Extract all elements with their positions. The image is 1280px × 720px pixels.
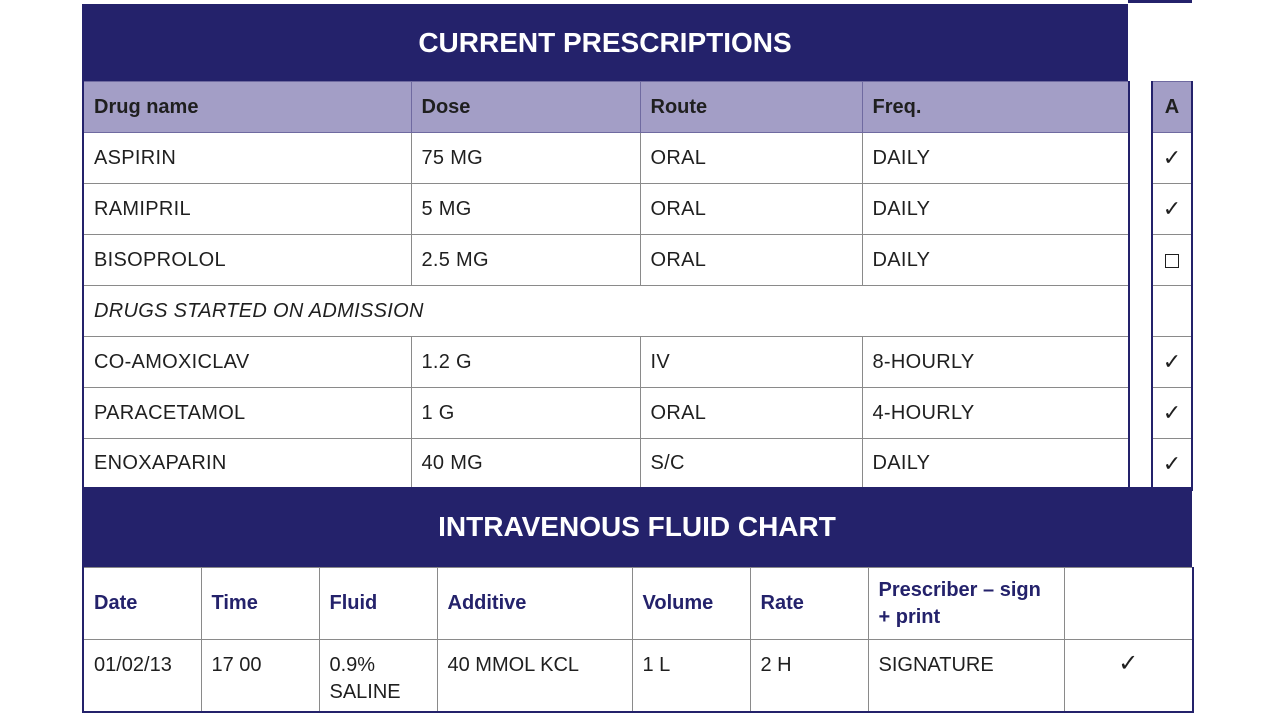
col-time: Time: [201, 568, 319, 640]
drug-route: ORAL: [640, 388, 862, 439]
table-row: [83, 133, 1129, 184]
drug-route: ORAL: [640, 133, 862, 184]
drug-freq: DAILY: [862, 439, 1129, 490]
table-row: [83, 640, 1193, 712]
drug-dose: 1 G: [411, 388, 640, 439]
drug-dose: 75 MG: [411, 133, 640, 184]
fluid-date: 01/02/13: [83, 640, 201, 712]
drug-name: ENOXAPARIN: [83, 439, 411, 490]
drug-freq: DAILY: [862, 133, 1129, 184]
check-icon[interactable]: ✓: [1064, 640, 1193, 712]
col-rate: Rate: [750, 568, 868, 640]
section-label: DRUGS STARTED ON ADMISSION: [83, 286, 1129, 337]
drug-name: CO-AMOXICLAV: [83, 337, 411, 388]
fluid-chart-title-text: INTRAVENOUS FLUID CHART: [438, 511, 836, 542]
table-row: [83, 388, 1129, 439]
fluid-volume: 1 L: [632, 640, 750, 712]
fluid-prescriber: SIGNATURE: [868, 640, 1064, 712]
table-row: [83, 184, 1129, 235]
check-icon[interactable]: ✓: [1152, 439, 1192, 490]
col-prescriber: Prescriber – sign + print: [868, 568, 1064, 640]
table-row: [83, 337, 1129, 388]
col-freq: Freq.: [862, 82, 1129, 133]
drug-name: ASPIRIN: [83, 133, 411, 184]
check-icon[interactable]: ✓: [1152, 184, 1192, 235]
prescriptions-title: [82, 4, 1128, 81]
administered-header: A: [1152, 82, 1192, 133]
drug-freq: 4-HOURLY: [862, 388, 1129, 439]
check-icon[interactable]: ✓: [1152, 388, 1192, 439]
col-additive: Additive: [437, 568, 632, 640]
fluid-chart-title: [82, 487, 1192, 567]
drug-dose: 2.5 MG: [411, 235, 640, 286]
col-volume: Volume: [632, 568, 750, 640]
fluid-header-row: [83, 568, 1193, 640]
col-dose: Dose: [411, 82, 640, 133]
drug-route: ORAL: [640, 184, 862, 235]
check-icon[interactable]: ✓: [1152, 337, 1192, 388]
drug-freq: DAILY: [862, 235, 1129, 286]
prescriptions-header-row: [83, 82, 1129, 133]
checkbox-icon[interactable]: [1152, 235, 1192, 286]
empty-box-icon[interactable]: [1165, 254, 1179, 268]
drug-name: RAMIPRIL: [83, 184, 411, 235]
col-drug-name: Drug name: [83, 82, 411, 133]
fluid-additive: 40 MMOL KCL: [437, 640, 632, 712]
table-row: [83, 235, 1129, 286]
table-row: [83, 439, 1129, 490]
fluid-rate: 2 H: [750, 640, 868, 712]
check-icon[interactable]: ✓: [1152, 133, 1192, 184]
fluid-type: 0.9% SALINE: [319, 640, 437, 712]
prescriptions-title-text: CURRENT PRESCRIPTIONS: [418, 26, 792, 58]
drug-route: ORAL: [640, 235, 862, 286]
fluid-time: 17 00: [201, 640, 319, 712]
drug-name: PARACETAMOL: [83, 388, 411, 439]
section-row: [83, 286, 1129, 337]
col-check: [1064, 568, 1193, 640]
blank-cell: [1152, 286, 1192, 337]
drug-freq: DAILY: [862, 184, 1129, 235]
drug-dose: 1.2 G: [411, 337, 640, 388]
drug-dose: 40 MG: [411, 439, 640, 490]
drug-freq: 8-HOURLY: [862, 337, 1129, 388]
drug-dose: 5 MG: [411, 184, 640, 235]
drug-route: IV: [640, 337, 862, 388]
drug-route: S/C: [640, 439, 862, 490]
col-date: Date: [83, 568, 201, 640]
drug-name: BISOPROLOL: [83, 235, 411, 286]
col-route: Route: [640, 82, 862, 133]
administered-column: [1151, 81, 1193, 491]
prescriptions-table: [82, 81, 1130, 491]
top-strip: [1128, 0, 1192, 3]
fluid-chart-table: [82, 567, 1194, 713]
col-fluid: Fluid: [319, 568, 437, 640]
